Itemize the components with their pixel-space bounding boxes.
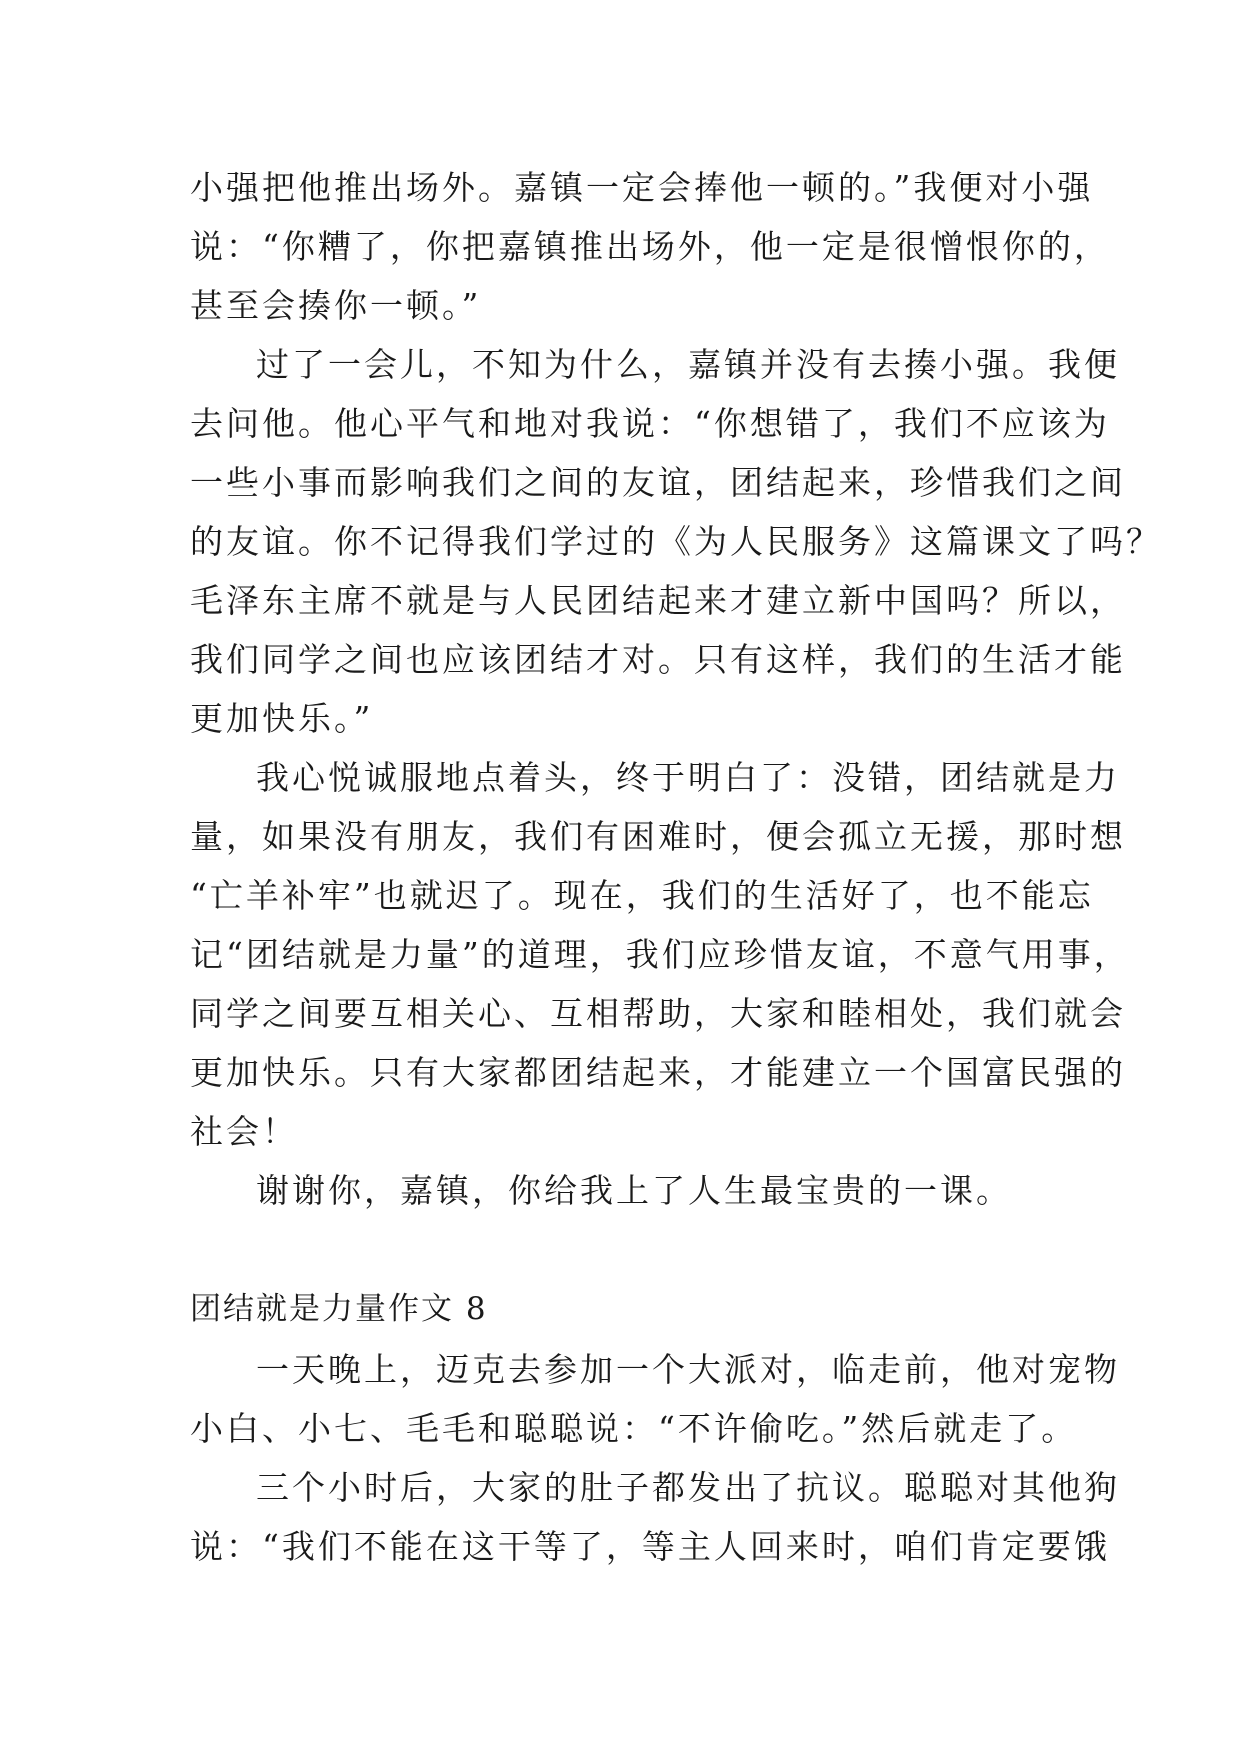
text-line: 去问他。他心平气和地对我说：“你想错了，我们不应该为: [190, 404, 1110, 443]
text-line: 毛泽东主席不就是与人民团结起来才建立新中国吗？所以，: [190, 581, 1126, 620]
text-line: 小强把他推出场外。嘉镇一定会捧他一顿的。”我便对小强: [190, 168, 1094, 207]
text-line: 谢谢你，嘉镇，你给我上了人生最宝贵的一课。: [256, 1171, 1012, 1210]
text-line: 过了一会儿，不知为什么，嘉镇并没有去揍小强。我便: [256, 345, 1120, 384]
text-line: “亡羊补牢”也就迟了。现在，我们的生活好了，也不能忘: [190, 876, 1094, 915]
text-line: 同学之间要互相关心、互相帮助，大家和睦相处，我们就会: [190, 994, 1126, 1033]
text-line: 社会！: [190, 1112, 298, 1151]
text-line: 我心悦诚服地点着头，终于明白了：没错，团结就是力: [256, 758, 1120, 797]
text-line: 说：“你糟了，你把嘉镇推出场外，他一定是很憎恨你的，: [190, 227, 1110, 266]
section-title: 团结就是力量作文 8: [190, 1291, 488, 1327]
text-line: 小白、小七、毛毛和聪聪说：“不许偷吃。”然后就走了。: [190, 1409, 1078, 1448]
text-line: 量，如果没有朋友，我们有困难时，便会孤立无援，那时想: [190, 817, 1126, 856]
text-line: 我们同学之间也应该团结才对。只有这样，我们的生活才能: [190, 640, 1126, 679]
text-line: 的友谊。你不记得我们学过的《为人民服务》这篇课文了吗？: [190, 522, 1162, 561]
text-line: 更加快乐。”: [190, 699, 374, 738]
text-line: 更加快乐。只有大家都团结起来，才能建立一个国富民强的: [190, 1053, 1126, 1092]
text-line: 甚至会揍你一顿。”: [190, 286, 482, 325]
text-line: 一些小事而影响我们之间的友谊，团结起来，珍惜我们之间: [190, 463, 1126, 502]
text-line: 一天晚上，迈克去参加一个大派对，临走前，他对宠物: [256, 1350, 1120, 1389]
text-line: 说：“我们不能在这干等了，等主人回来时，咱们肯定要饿: [190, 1527, 1110, 1566]
text-line: 三个小时后，大家的肚子都发出了抗议。聪聪对其他狗: [256, 1468, 1120, 1507]
text-line: 记“团结就是力量”的道理，我们应珍惜友谊，不意气用事，: [190, 935, 1130, 974]
